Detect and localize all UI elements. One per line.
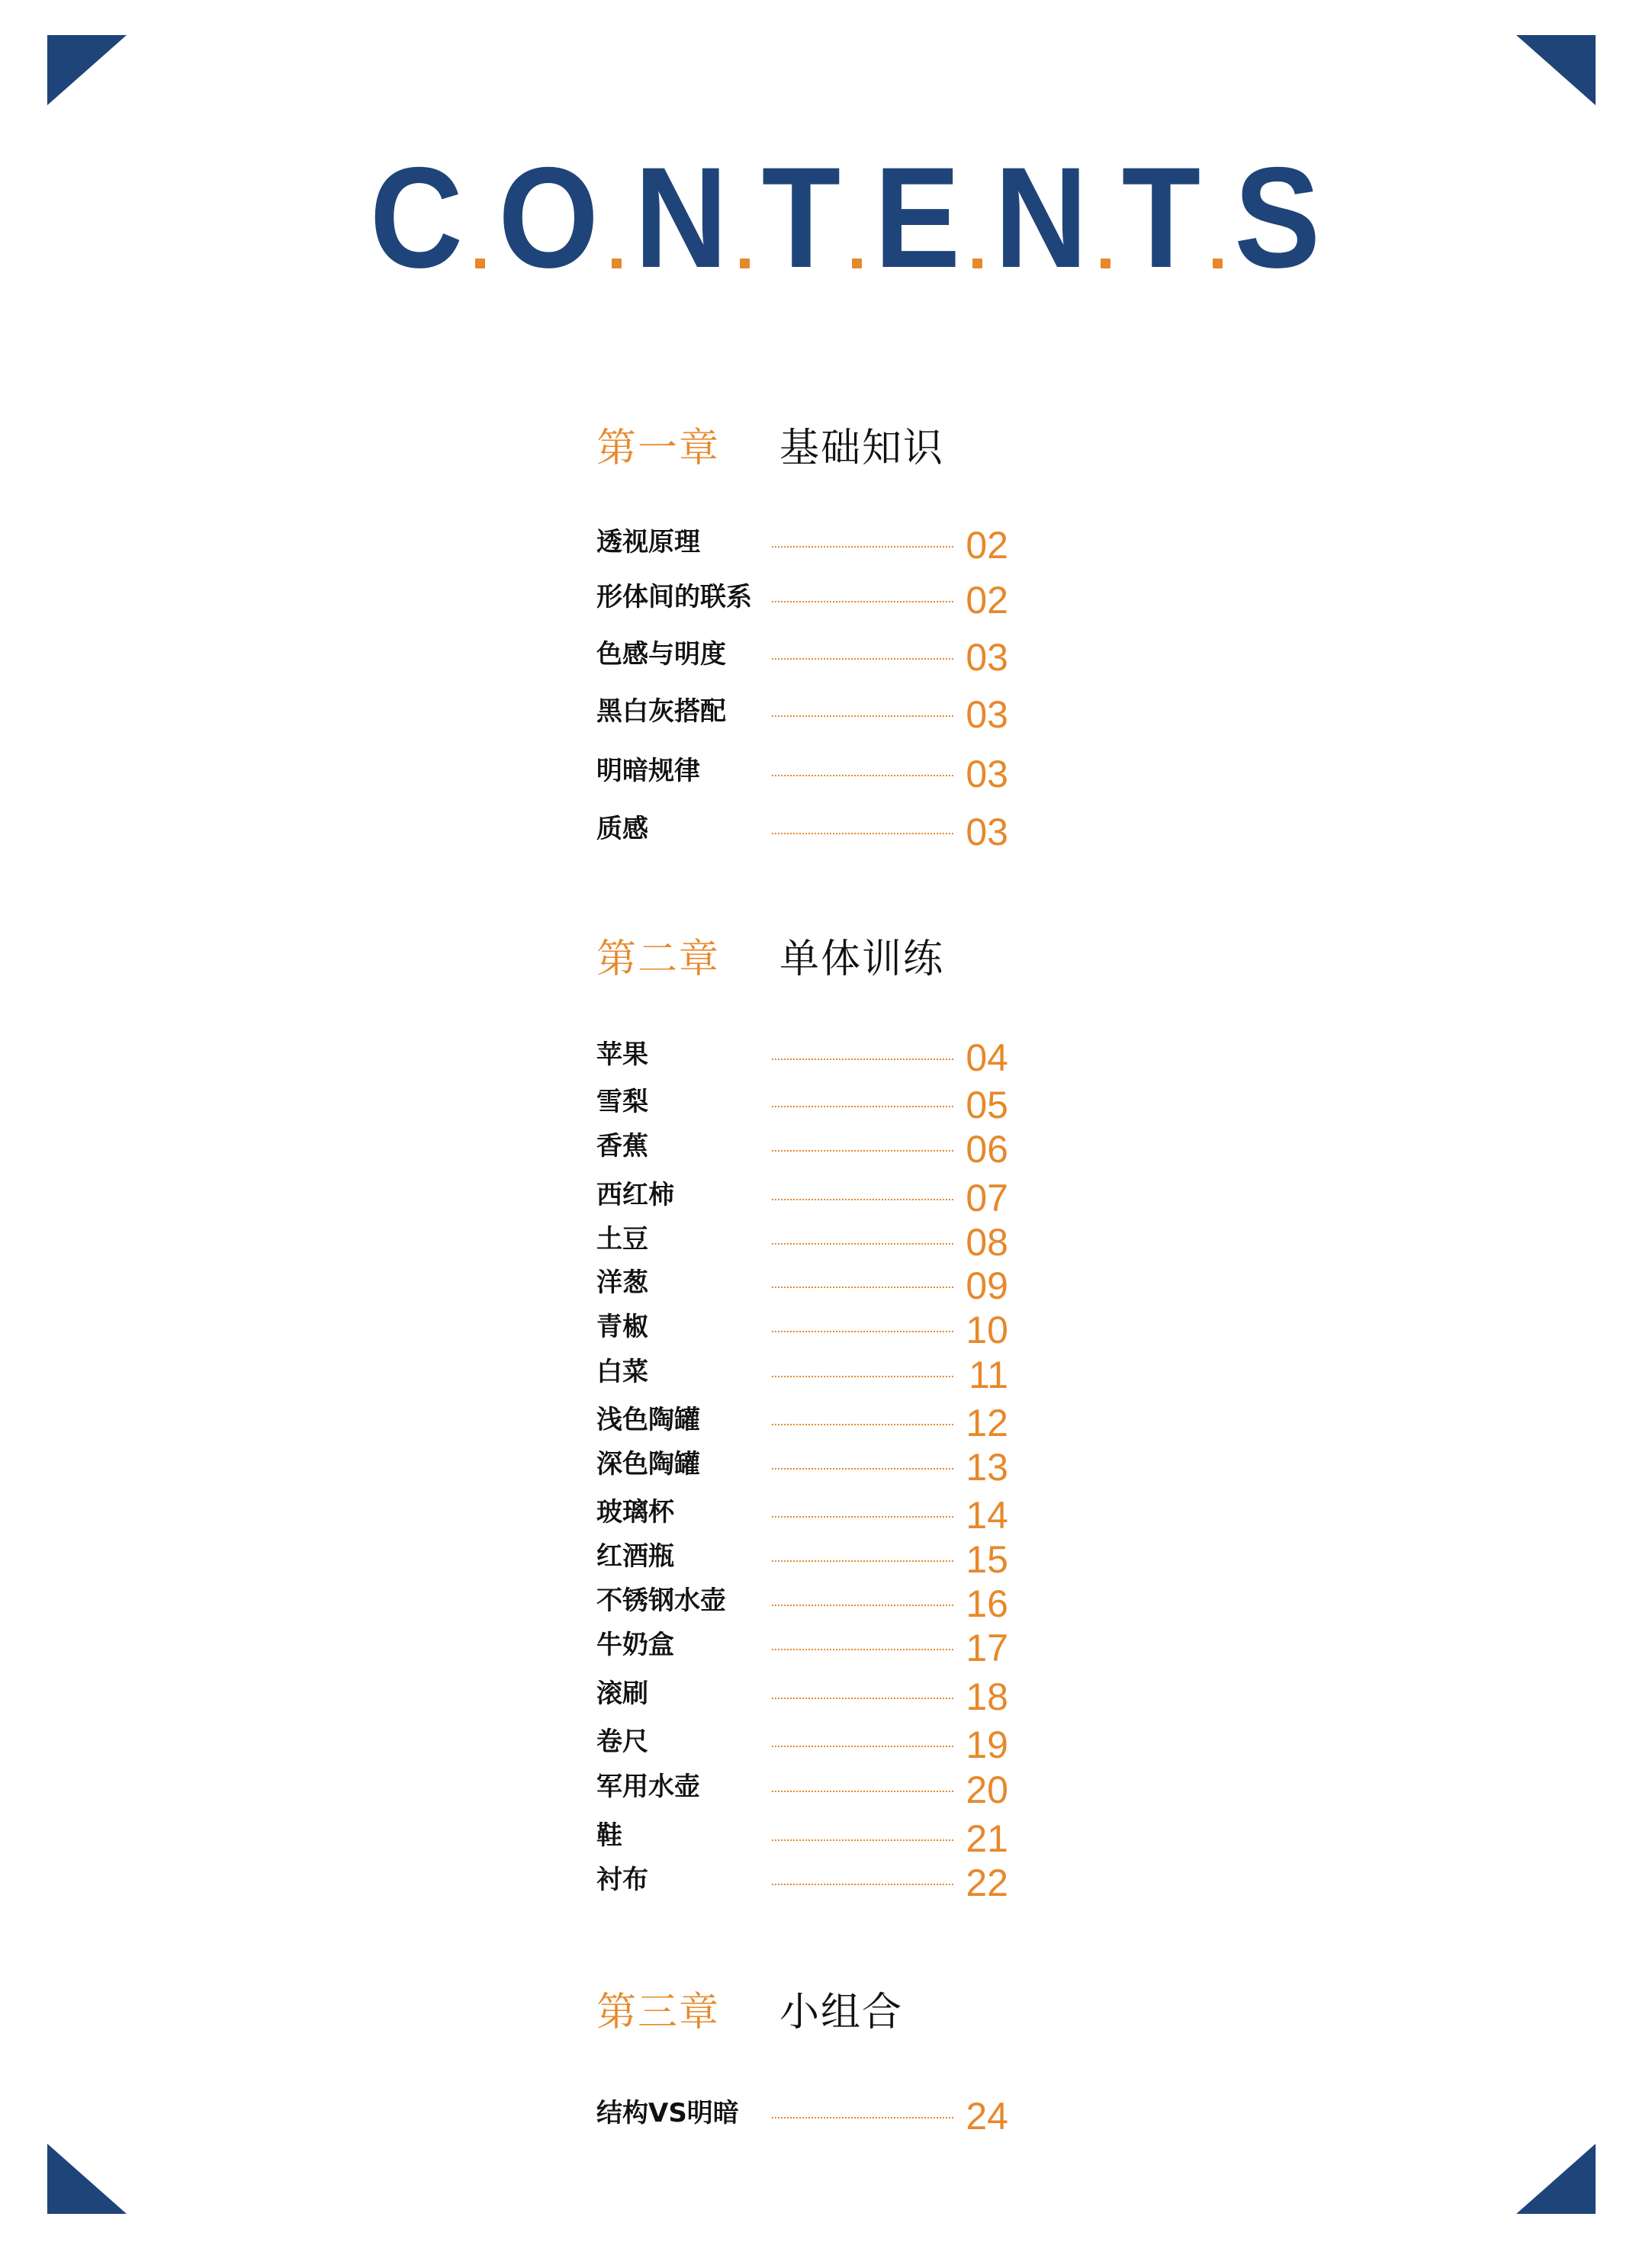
toc-entry-label: 形体间的联系 <box>596 582 752 612</box>
toc-entry-page: 05 <box>966 1084 1008 1126</box>
corner-triangle-bottom-right <box>1516 2144 1596 2214</box>
title-letter: O <box>498 137 599 297</box>
chapter-name: 小组合 <box>779 1990 904 2035</box>
dotted-leader <box>772 1376 953 1377</box>
toc-entry-page: 11 <box>969 1354 1008 1396</box>
toc-entry-page: 03 <box>966 636 1008 679</box>
toc-entry[interactable] <box>596 1856 1008 1902</box>
toc-entry-label: 深色陶罐 <box>596 1449 700 1479</box>
toc-entry[interactable] <box>596 1348 1008 1394</box>
toc-entry[interactable] <box>596 1812 1008 1858</box>
toc-entry-label: 苹果 <box>596 1039 648 1070</box>
toc-entry[interactable] <box>596 747 1008 793</box>
toc-entry[interactable] <box>596 688 1008 734</box>
dotted-leader <box>772 1746 953 1747</box>
dotted-leader <box>772 1698 953 1699</box>
chapter-name: 基础知识 <box>779 426 945 471</box>
toc-entry-label: 青椒 <box>596 1312 648 1342</box>
corner-triangle-top-right <box>1516 35 1596 105</box>
dotted-leader <box>772 1199 953 1200</box>
toc-entry-label: 衬布 <box>596 1865 648 1895</box>
toc-entry-page: 20 <box>966 1769 1008 1811</box>
toc-entry-label: 黑白灰搭配 <box>596 696 726 727</box>
toc-entry-page: 02 <box>966 579 1008 622</box>
title-letter: E <box>873 137 960 297</box>
dotted-leader <box>772 1516 953 1518</box>
toc-entry-label: 滚刷 <box>596 1679 648 1709</box>
toc-entry[interactable] <box>596 1031 1008 1077</box>
toc-entry-label: 玻璃杯 <box>596 1497 674 1528</box>
dotted-leader <box>772 2117 953 2119</box>
toc-entry-label: 西红柿 <box>596 1180 674 1210</box>
toc-entry[interactable] <box>596 1441 1008 1489</box>
toc-entry[interactable] <box>596 1577 1008 1623</box>
toc-entry[interactable] <box>596 1078 1008 1124</box>
dotted-leader <box>772 658 953 660</box>
toc-entry-page: 15 <box>966 1538 1008 1581</box>
toc-entry-label: 鞋 <box>596 1820 622 1851</box>
toc-entry[interactable] <box>596 1718 1008 1764</box>
toc-entry-page: 03 <box>966 753 1008 795</box>
chapter-heading-3 <box>596 1980 903 2037</box>
dotted-leader <box>772 601 953 602</box>
toc-entry[interactable] <box>596 519 1008 567</box>
toc-entry-page: 06 <box>966 1128 1008 1171</box>
dotted-leader <box>772 1605 953 1606</box>
toc-entry-label: 洋葱 <box>596 1267 648 1298</box>
toc-entry-page: 03 <box>966 811 1008 853</box>
dotted-leader <box>772 1150 953 1152</box>
chapter-heading-1 <box>596 416 944 473</box>
title-letter: T <box>1122 137 1201 297</box>
toc-entry-label: 结构VS明暗 <box>596 2098 739 2128</box>
chapter-name: 单体训练 <box>779 936 945 982</box>
toc-entry-page: 14 <box>966 1494 1008 1537</box>
dotted-leader <box>772 1106 953 1107</box>
toc-entry-label: 卷尺 <box>596 1727 648 1757</box>
toc-entry-page: 02 <box>966 524 1008 567</box>
toc-entry[interactable] <box>596 1171 1008 1217</box>
dotted-leader <box>772 775 953 776</box>
dotted-leader <box>772 1560 953 1562</box>
title-letter: N <box>634 137 728 297</box>
title-letter: C <box>369 137 463 297</box>
dotted-leader <box>772 1649 953 1650</box>
toc-entry-label: 香蕉 <box>596 1131 648 1161</box>
title-letter: T <box>761 137 840 297</box>
toc-entry[interactable] <box>596 1489 1008 1537</box>
toc-entry[interactable] <box>596 1533 1008 1579</box>
toc-entry[interactable] <box>596 1670 1008 1716</box>
dotted-leader <box>772 715 953 717</box>
contents-title <box>365 137 1326 297</box>
toc-entry[interactable] <box>596 1123 1008 1171</box>
toc-entry-page: 18 <box>966 1675 1008 1718</box>
dotted-leader <box>772 546 953 548</box>
chapter-number: 第三章 <box>596 1990 721 2035</box>
toc-entry[interactable] <box>596 805 1008 851</box>
toc-entry-page: 24 <box>966 2095 1008 2138</box>
corner-triangle-bottom-left <box>47 2144 127 2214</box>
title-dot <box>852 259 862 268</box>
toc-entry-label: 牛奶盒 <box>596 1630 674 1660</box>
toc-entry[interactable] <box>596 1216 1008 1264</box>
toc-entry[interactable] <box>596 2090 1008 2138</box>
toc-entry[interactable] <box>596 1396 1008 1442</box>
toc-entry-page: 16 <box>966 1582 1008 1625</box>
dotted-leader <box>772 833 953 834</box>
toc-entry-label: 明暗规律 <box>596 756 700 786</box>
dotted-leader <box>772 1791 953 1792</box>
toc-entry-page: 17 <box>966 1627 1008 1669</box>
toc-entry-label: 透视原理 <box>596 527 700 557</box>
title-dot <box>475 259 485 268</box>
title-dot <box>972 259 982 268</box>
title-letter: S <box>1234 137 1321 297</box>
title-letter: N <box>995 137 1088 297</box>
toc-entry-label: 红酒瓶 <box>596 1541 674 1572</box>
toc-entry-label: 质感 <box>596 814 648 844</box>
dotted-leader <box>772 1424 953 1425</box>
toc-entry-page: 04 <box>966 1036 1008 1079</box>
toc-entry-label: 土豆 <box>596 1224 648 1255</box>
toc-entry-page: 10 <box>966 1309 1008 1351</box>
toc-entry-page: 07 <box>966 1177 1008 1219</box>
chapter-number: 第一章 <box>596 426 721 471</box>
corner-triangle-top-left <box>47 35 127 105</box>
toc-entry-page: 19 <box>966 1724 1008 1766</box>
toc-entry-label: 色感与明度 <box>596 639 726 670</box>
toc-entry[interactable] <box>596 1621 1008 1667</box>
toc-entry-page: 21 <box>966 1817 1008 1860</box>
toc-entry-page: 08 <box>966 1221 1008 1264</box>
toc-entry-label: 军用水壶 <box>596 1772 700 1802</box>
toc-entry-label: 不锈钢水壶 <box>596 1585 726 1616</box>
dotted-leader <box>772 1059 953 1060</box>
toc-entry-label: 雪梨 <box>596 1087 648 1117</box>
toc-entry[interactable] <box>596 1303 1008 1349</box>
toc-entry-label: 白菜 <box>596 1357 648 1387</box>
dotted-leader <box>772 1884 953 1885</box>
toc-entry-page: 22 <box>966 1862 1008 1904</box>
dotted-leader <box>772 1839 953 1841</box>
chapter-heading-2 <box>596 927 944 984</box>
toc-entry[interactable] <box>596 1259 1008 1305</box>
title-dot <box>1101 259 1110 268</box>
dotted-leader <box>772 1331 953 1332</box>
chapter-number: 第二章 <box>596 936 721 982</box>
title-dot <box>612 259 622 268</box>
toc-entry-page: 13 <box>966 1446 1008 1489</box>
title-dot <box>1213 259 1223 268</box>
toc-entry[interactable] <box>596 1763 1008 1809</box>
dotted-leader <box>772 1287 953 1288</box>
toc-entry-page: 12 <box>966 1402 1008 1444</box>
dotted-leader <box>772 1468 953 1470</box>
toc-entry[interactable] <box>596 631 1008 679</box>
toc-entry-label: 浅色陶罐 <box>596 1405 700 1435</box>
dotted-leader <box>772 1243 953 1245</box>
title-dot <box>740 259 750 268</box>
toc-entry-page: 03 <box>966 693 1008 736</box>
toc-entry-page: 09 <box>966 1264 1008 1307</box>
toc-entry[interactable] <box>596 573 1008 622</box>
